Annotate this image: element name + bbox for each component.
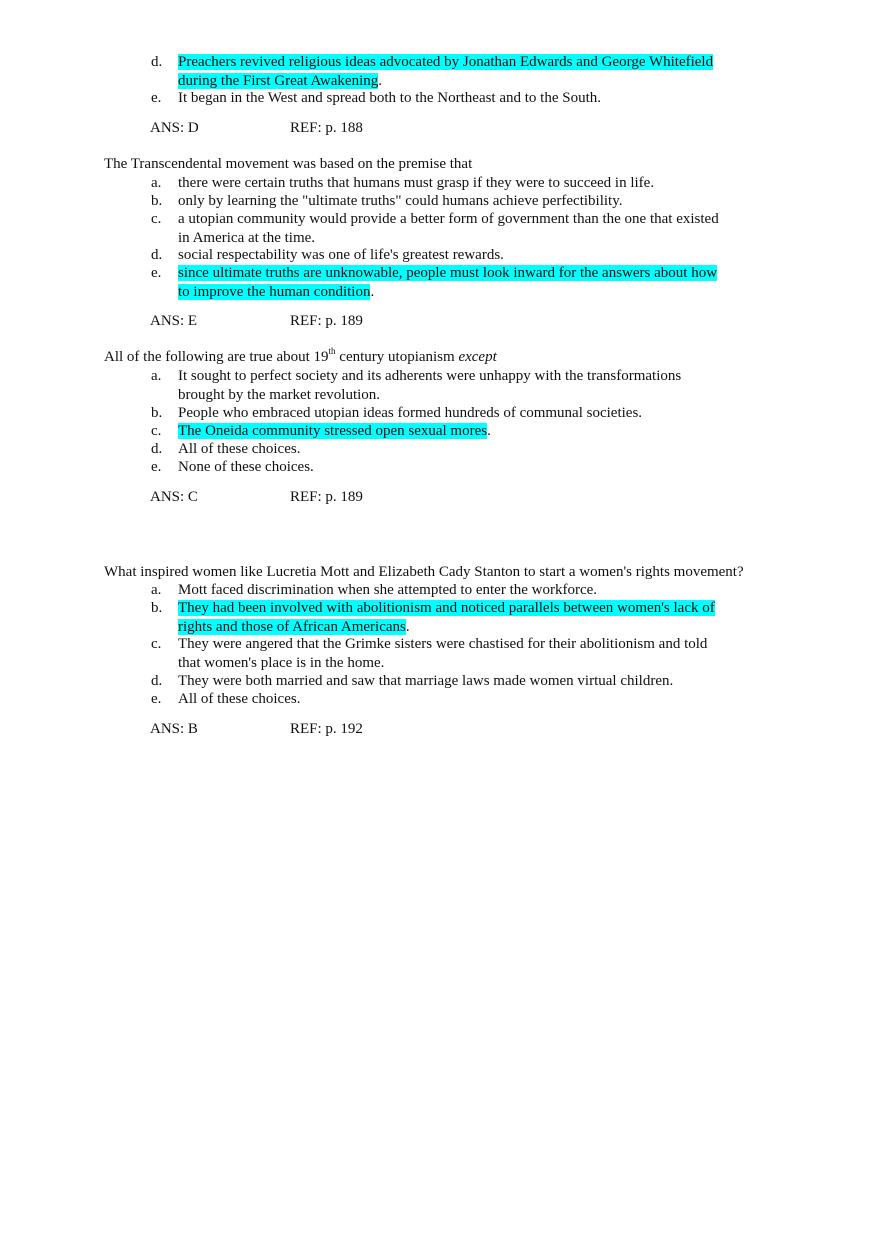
answer-line (150, 312, 363, 331)
highlighted-answer-text: to improve the human condition (178, 283, 371, 300)
answer-line (150, 720, 363, 739)
option-text: All of these choices. (178, 441, 301, 457)
answer-key: ANS: B (150, 721, 198, 737)
option-letter: b. (151, 405, 163, 421)
option-letter: b. (151, 193, 163, 209)
stem-text: All of the following are true about 19 (104, 349, 329, 365)
option-letter: c. (151, 423, 162, 439)
option-letter: d. (151, 673, 163, 689)
option-text: only by learning the "ultimate truths" could humans achieve perfectibility. (178, 193, 623, 209)
punctuation: . (378, 72, 383, 89)
option-text: It sought to perfect society and its adherents were unhappy with the transformations (178, 368, 682, 384)
option-text: there were certain truths that humans must grasp if they were to succeed in life. (178, 175, 655, 191)
option-text: People who embraced utopian ideas formed hundreds of communal societies. (178, 405, 643, 421)
answer-line (150, 119, 363, 138)
page-reference: REF: p. 188 (290, 120, 363, 136)
option-letter: e. (151, 90, 162, 106)
superscript: th (328, 346, 336, 356)
highlighted-answer-text: Preachers revived religious ideas advocated by Jonathan Edwards and George Whitefield (178, 54, 714, 70)
answer-line (150, 488, 363, 507)
option-letter: c. (151, 211, 162, 227)
highlighted-answer-text: during the First Great Awakening (178, 72, 379, 89)
answer-key: ANS: D (150, 120, 199, 136)
punctuation: . (405, 618, 410, 635)
option-letter: a. (151, 368, 162, 384)
option-text: in America at the time. (178, 229, 316, 246)
answer-key: ANS: C (150, 489, 198, 505)
option-text: It began in the West and spread both to the Northeast and to the South. (178, 90, 602, 106)
option-text: All of these choices. (178, 691, 301, 707)
option-text: a utopian community would provide a better form of government than the one that existed (178, 211, 719, 227)
option-text: They were angered that the Grimke sisters were chastised for their abolitionism and told (178, 636, 708, 652)
option-letter: d. (151, 247, 163, 263)
page-reference: REF: p. 192 (290, 721, 363, 737)
punctuation: . (487, 423, 491, 439)
highlighted-answer-text: They had been involved with abolitionism and noticed parallels between women's lack of (178, 600, 715, 616)
option-letter: d. (151, 54, 163, 70)
option-letter: e. (151, 691, 162, 707)
answer-key: ANS: E (150, 313, 198, 329)
stem-text: century utopianism (335, 349, 459, 365)
option-text: None of these choices. (178, 459, 314, 475)
punctuation: . (370, 283, 375, 300)
page-reference: REF: p. 189 (290, 313, 363, 329)
option-letter: e. (151, 265, 162, 281)
option-text: that women's place is in the home. (178, 654, 385, 671)
question-stem: The Transcendental movement was based on the premise that (104, 156, 473, 172)
option-text: brought by the market revolution. (178, 386, 381, 403)
highlighted-answer-text: The Oneida community stressed open sexual mores (178, 423, 488, 439)
option-letter: d. (151, 441, 163, 457)
question-stem: What inspired women like Lucretia Mott and Elizabeth Cady Stanton to start a women's rights movement? (104, 564, 744, 580)
option-letter: e. (151, 459, 162, 475)
question-stem (104, 348, 804, 367)
page-reference: REF: p. 189 (290, 489, 363, 505)
emphasis: except (458, 349, 497, 365)
option-letter: b. (151, 600, 163, 616)
option-letter: a. (151, 175, 162, 191)
option-text: They were both married and saw that marriage laws made women virtual children. (178, 673, 674, 689)
option-letter: a. (151, 582, 162, 598)
highlighted-answer-text: since ultimate truths are unknowable, people must look inward for the answers about how (178, 265, 718, 281)
highlighted-answer-text: rights and those of African Americans (178, 618, 406, 635)
option-text: Mott faced discrimination when she attempted to enter the workforce. (178, 582, 598, 598)
option-letter: c. (151, 636, 162, 652)
option-text: social respectability was one of life's greatest rewards. (178, 247, 504, 263)
